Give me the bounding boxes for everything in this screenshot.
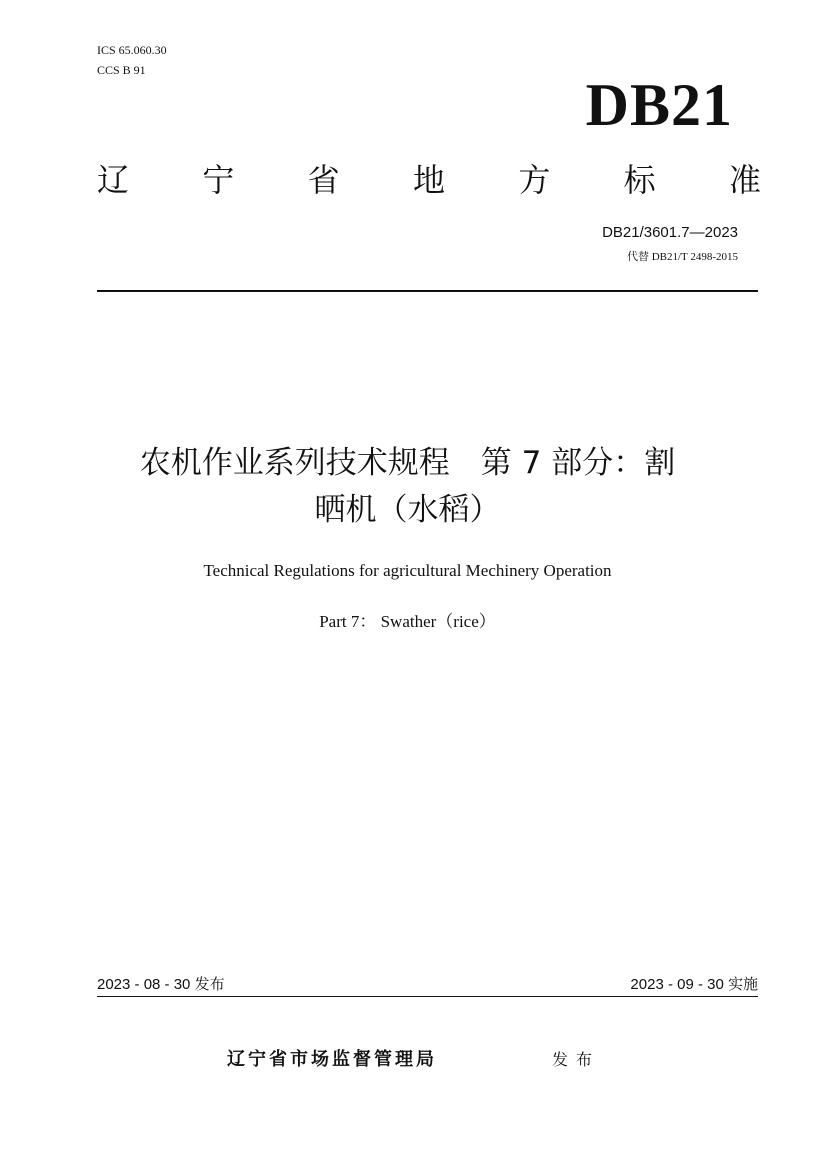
standard-type-char: 辽 bbox=[97, 161, 130, 199]
standard-type-char: 准 bbox=[728, 161, 761, 199]
ics-code: ICS 65.060.30 bbox=[97, 43, 167, 57]
footer-divider bbox=[97, 996, 758, 997]
chinese-title-line-2: 晒机（水稻） bbox=[314, 492, 501, 528]
standard-number: DB21/3601.7—2023 bbox=[602, 224, 738, 241]
standard-type-char: 地 bbox=[412, 161, 445, 199]
chinese-title-line-1: 农机作业系列技术规程 第 7 部分：割 bbox=[139, 445, 676, 481]
db21-logo: DB21 bbox=[585, 72, 733, 138]
publisher-name: 辽宁省市场监督管理局 bbox=[227, 1049, 437, 1070]
standard-type-char: 方 bbox=[518, 161, 551, 199]
issue-date: 2023 - 08 - 30 发布 bbox=[97, 976, 225, 993]
standard-type-char: 宁 bbox=[202, 161, 235, 199]
chinese-title bbox=[60, 440, 755, 534]
english-title: Technical Regulations for agricultural Mechinery Operation bbox=[203, 561, 612, 580]
header-divider bbox=[97, 290, 758, 292]
standard-type-char: 省 bbox=[307, 161, 340, 199]
replaces-standard: 代替 DB21/T 2498-2015 bbox=[626, 251, 738, 263]
standard-type-char: 标 bbox=[623, 161, 656, 199]
ccs-code: CCS B 91 bbox=[97, 63, 146, 77]
publish-label: 发布 bbox=[552, 1050, 601, 1069]
implementation-date: 2023 - 09 - 30 实施 bbox=[630, 976, 758, 993]
standard-type-heading bbox=[97, 160, 761, 200]
english-subtitle: Part 7： Swather（rice） bbox=[319, 612, 496, 631]
